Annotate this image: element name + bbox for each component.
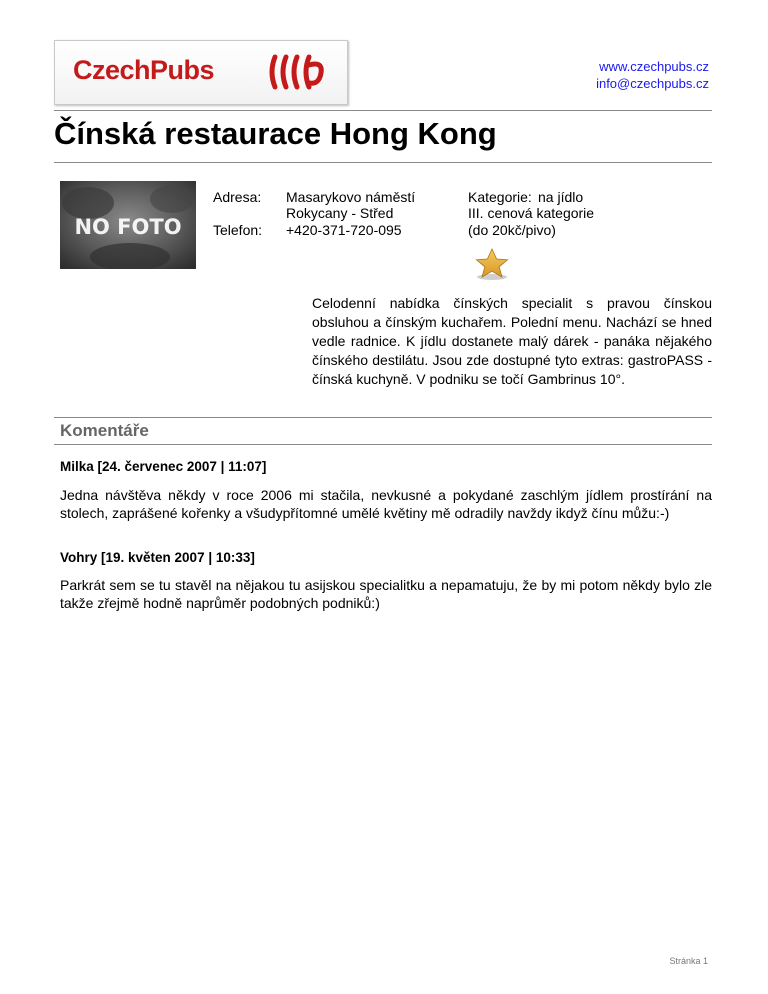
email-link[interactable]: info@czechpubs.cz (596, 76, 709, 91)
category-value: na jídlo (538, 189, 584, 205)
phone-label: Telefon: (213, 222, 263, 238)
comment-author: Vohry [19. květen 2007 | 10:33] (60, 550, 255, 565)
address-line1: Masarykovo náměstí (286, 189, 416, 205)
comment-text: Parkrát sem se tu stavěl na nějakou tu asijskou specialitku a nepamatuju, že by mi potom někdy bylo zle takže zřejmě hodně naprůměr podobných podniků:) (60, 577, 712, 611)
comments-title: Komentáře (60, 421, 149, 440)
logo[interactable] (54, 40, 348, 105)
logo-text: CzechPubs (73, 55, 215, 85)
rating-star-icon (473, 247, 511, 281)
no-photo-placeholder (60, 181, 196, 269)
title-divider (54, 162, 712, 163)
comment-author: Milka [24. červenec 2007 | 11:07] (60, 459, 267, 474)
comments-bottom-divider (54, 444, 712, 445)
pub-description: Celodenní nabídka čínských specialit s pravou čínskou obsluhou a čínským kuchařem. Polední menu. Nachází se hned vedle radnice. K jídlu dostanete malý dárek - panáka nějakého čínského destilátu. Jsou zde dostupné tyto extras: gastroPASS - čínská kuchyně. V podniku se točí Gambrinus 10°. (312, 295, 712, 387)
comments-top-divider (54, 417, 712, 418)
price-note: (do 20kč/pivo) (468, 222, 556, 238)
no-photo-label: NO FOTO (74, 215, 182, 239)
contact-links (596, 58, 709, 92)
address-line2: Rokycany - Střed (286, 205, 394, 221)
category-label: Kategorie: (468, 189, 532, 205)
header-divider (54, 110, 712, 111)
address-label: Adresa: (213, 189, 262, 205)
beer-glasses-logo-icon (265, 51, 337, 93)
page-title: Čínská restaurace Hong Kong (54, 116, 497, 151)
price-category: III. cenová kategorie (468, 205, 595, 221)
website-link[interactable]: www.czechpubs.cz (599, 59, 709, 74)
phone-value: +420-371-720-095 (286, 222, 402, 238)
comment-text: Jedna návštěva někdy v roce 2006 mi stačila, nevkusné a pokydané zaschlým jídlem prostírání na stolech, zaprášené kořenky a všudypřítomné umělé květiny mě odradily navždy ikdyž čínu můžu:-) (60, 487, 712, 521)
page-number: Stránka 1 (669, 956, 708, 966)
